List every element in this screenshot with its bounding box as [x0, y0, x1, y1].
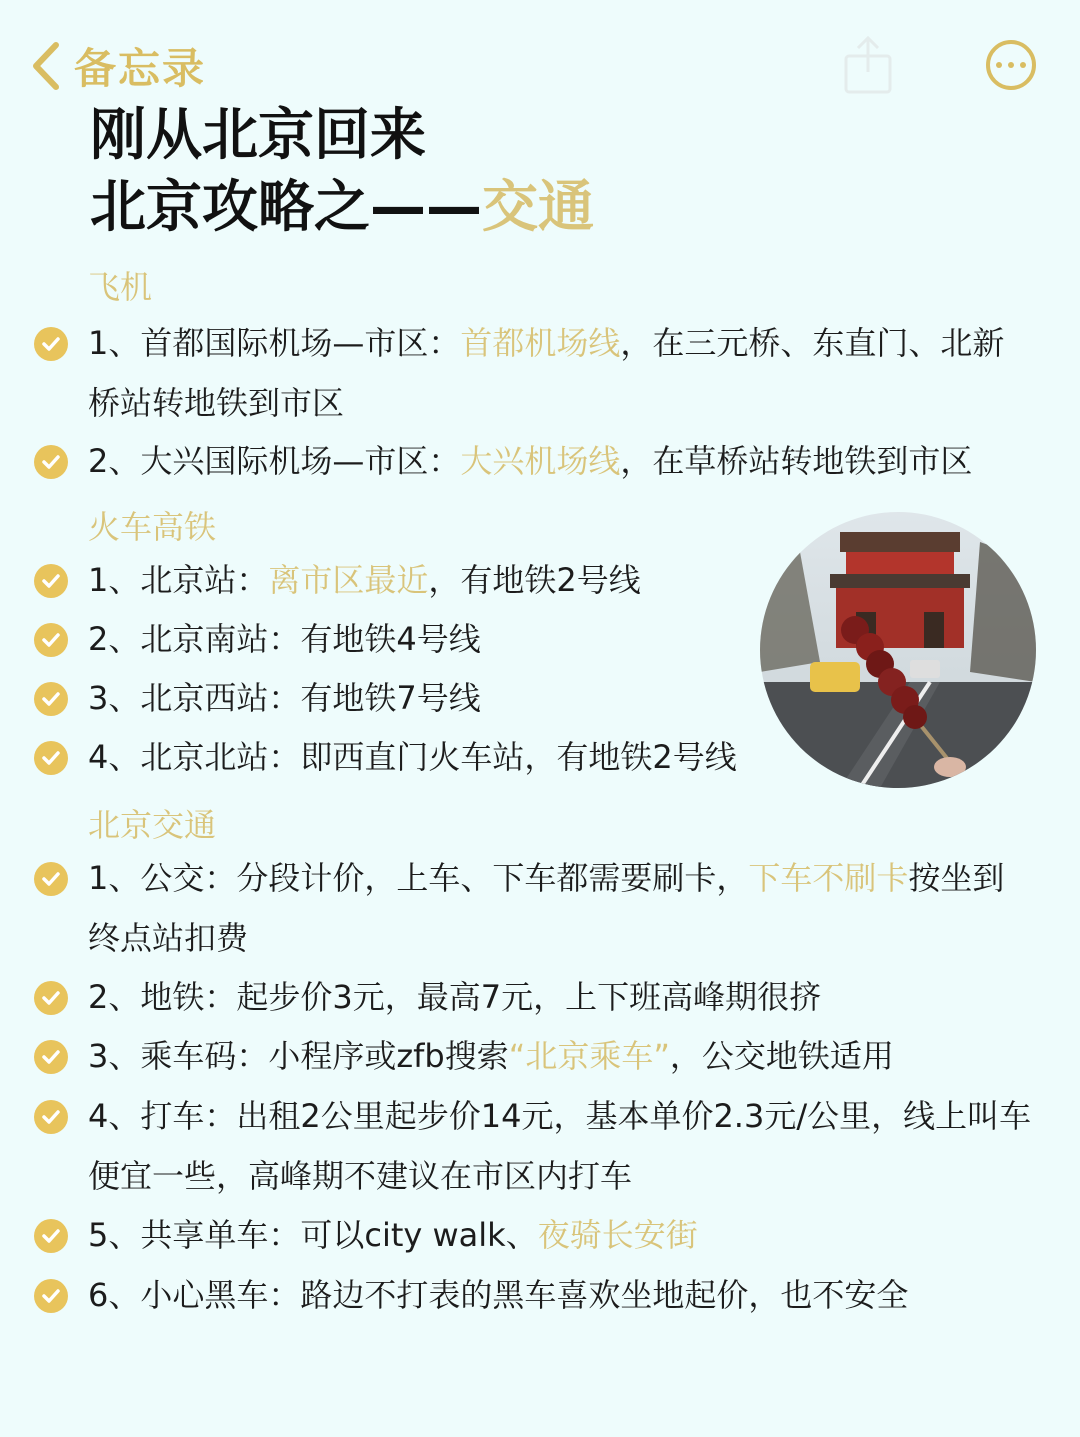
- list-item-text: 3、北京西站：有地铁7号线: [88, 679, 481, 717]
- list-item-text: 2、大兴国际机场—市区：大兴机场线，在草桥站转地铁到市区: [88, 442, 973, 480]
- share-icon: [842, 34, 894, 96]
- note-title: [90, 100, 594, 244]
- list-item-text: 3、乘车码：小程序或zfb搜索“北京乘车”，公交地铁适用: [88, 1037, 894, 1075]
- ellipsis-icon: [993, 62, 1029, 68]
- section-heading-transit: 北京交通: [88, 806, 217, 844]
- list-item: [34, 1205, 1034, 1265]
- back-button[interactable]: [28, 36, 206, 96]
- list-item-text: 2、北京南站：有地铁4号线: [88, 620, 481, 658]
- list-item: [34, 668, 734, 728]
- list-item-text: 6、小心黑车：路边不打表的黑车喜欢坐地起价，也不安全: [88, 1276, 909, 1314]
- title-line-2-prefix: 北京攻略之——: [90, 175, 482, 240]
- share-button[interactable]: [842, 34, 894, 100]
- more-button[interactable]: [986, 40, 1036, 90]
- list-item-text: 2、地铁：起步价3元，最高7元，上下班高峰期很挤: [88, 978, 822, 1016]
- list-item-text: 4、北京北站：即西直门火车站，有地铁2号线: [88, 738, 737, 776]
- back-label: 备忘录: [74, 44, 207, 93]
- checkmark-icon: [34, 981, 68, 1015]
- section-heading-flight: 飞机: [88, 268, 153, 306]
- top-bar: [0, 0, 1080, 110]
- checkmark-icon: [34, 1040, 68, 1074]
- title-line-1: 刚从北京回来: [90, 103, 426, 168]
- chevron-left-icon: [28, 39, 62, 93]
- checkmark-icon: [34, 327, 68, 361]
- checkmark-icon: [34, 1100, 68, 1134]
- list-item-text: 1、北京站：离市区最近，有地铁2号线: [88, 561, 641, 599]
- list-item: [34, 550, 734, 610]
- list-item: [34, 727, 754, 787]
- checkmark-icon: [34, 682, 68, 716]
- checkmark-icon: [34, 1219, 68, 1253]
- title-line-2-accent: 交通: [482, 175, 594, 240]
- list-item: [34, 313, 1034, 433]
- checkmark-icon: [34, 445, 68, 479]
- list-item: [34, 848, 1034, 968]
- section-heading-train: 火车高铁: [88, 508, 217, 546]
- list-item: [34, 609, 734, 669]
- list-item: [34, 431, 1034, 491]
- list-item: [34, 1026, 1034, 1086]
- list-item-text: 1、公交：分段计价，上车、下车都需要刷卡，下车不刷卡按坐到终点站扣费: [88, 859, 1005, 957]
- list-item: [34, 967, 1034, 1027]
- list-item-text: 5、共享单车：可以city walk、夜骑长安街: [88, 1216, 698, 1254]
- list-item: [34, 1265, 1034, 1325]
- title-line-2: [90, 172, 594, 244]
- checkmark-icon: [34, 1279, 68, 1313]
- list-item: [34, 1086, 1034, 1206]
- drum-tower-photo: [760, 512, 1036, 788]
- list-item-text: 4、打车：出租2公里起步价14元，基本单价2.3元/公里，线上叫车便宜一些，高峰期不建议在市区内打车: [88, 1097, 1032, 1195]
- checkmark-icon: [34, 862, 68, 896]
- checkmark-icon: [34, 741, 68, 775]
- list-item-text: 1、首都国际机场—市区：首都机场线，在三元桥、东直门、北新桥站转地铁到市区: [88, 324, 1005, 422]
- checkmark-icon: [34, 623, 68, 657]
- checkmark-icon: [34, 564, 68, 598]
